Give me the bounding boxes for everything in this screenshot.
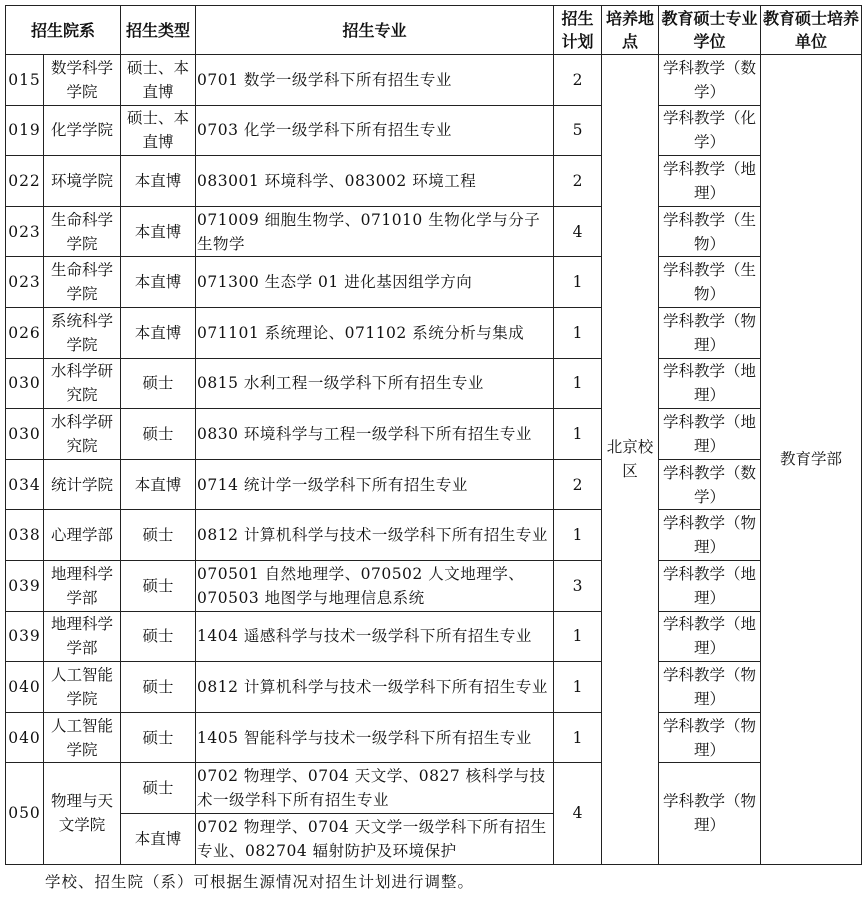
plan-count: 4 — [554, 763, 602, 864]
admission-type: 硕士 — [121, 409, 196, 460]
dept-name: 水科学研究院 — [44, 409, 121, 460]
footnote: 学校、招生院（系）可根据生源情况对招生计划进行调整。 — [45, 873, 475, 891]
admission-type: 本直博 — [121, 307, 196, 358]
table-row — [6, 105, 862, 156]
dept-name: 地理科学学部 — [44, 560, 121, 611]
dept-code: 023 — [6, 206, 44, 257]
admission-type: 本直博 — [121, 156, 196, 207]
degree: 学科教学（地理） — [659, 560, 761, 611]
dept-name: 化学学院 — [44, 105, 121, 156]
degree: 学科教学（地理） — [659, 358, 761, 409]
admission-type: 本直博 — [121, 206, 196, 257]
degree: 学科教学（物理） — [659, 763, 761, 864]
table-row — [6, 156, 862, 207]
table-row — [6, 459, 862, 510]
admission-type: 硕士 — [121, 611, 196, 662]
header-type: 招生类型 — [121, 6, 196, 55]
admission-type: 硕士 — [121, 510, 196, 561]
table-row — [6, 510, 862, 561]
dept-name: 人工智能学院 — [44, 712, 121, 763]
plan-count: 1 — [554, 257, 602, 308]
plan-count: 3 — [554, 560, 602, 611]
major: 071101 系统理论、071102 系统分析与集成 — [196, 307, 554, 358]
degree: 学科教学（生物） — [659, 206, 761, 257]
major: 0815 水利工程一级学科下所有招生专业 — [196, 358, 554, 409]
dept-name: 环境学院 — [44, 156, 121, 207]
header-degree: 教育硕士专业学位 — [659, 6, 761, 55]
dept-name: 心理学部 — [44, 510, 121, 561]
degree: 学科教学（地理） — [659, 156, 761, 207]
header-unit: 教育硕士培养单位 — [761, 6, 862, 55]
header-dept: 招生院系 — [6, 6, 121, 55]
admission-type: 硕士 — [121, 763, 196, 814]
dept-code: 019 — [6, 105, 44, 156]
table-row — [6, 55, 862, 106]
major: 0812 计算机科学与技术一级学科下所有招生专业 — [196, 662, 554, 713]
plan-count: 1 — [554, 510, 602, 561]
major: 0702 物理学、0704 天文学、0827 核科学与技术一级学科下所有招生专业 — [196, 763, 554, 814]
admission-type: 本直博 — [121, 459, 196, 510]
header-major: 招生专业 — [196, 6, 554, 55]
table-row — [6, 662, 862, 713]
dept-name: 数学科学学院 — [44, 55, 121, 106]
admission-type: 硕士 — [121, 560, 196, 611]
degree: 学科教学（物理） — [659, 662, 761, 713]
admission-type: 本直博 — [121, 813, 196, 864]
major: 1405 智能科学与技术一级学科下所有招生专业 — [196, 712, 554, 763]
dept-code: 026 — [6, 307, 44, 358]
dept-name: 系统科学学院 — [44, 307, 121, 358]
dept-code: 030 — [6, 409, 44, 460]
dept-code: 039 — [6, 560, 44, 611]
major: 0703 化学一级学科下所有招生专业 — [196, 105, 554, 156]
dept-name: 水科学研究院 — [44, 358, 121, 409]
degree: 学科教学（化学） — [659, 105, 761, 156]
degree: 学科教学（生物） — [659, 257, 761, 308]
dept-name: 生命科学学院 — [44, 206, 121, 257]
dept-code: 034 — [6, 459, 44, 510]
degree: 学科教学（数学） — [659, 55, 761, 106]
dept-code: 050 — [6, 763, 44, 864]
major: 1404 遥感科学与技术一级学科下所有招生专业 — [196, 611, 554, 662]
admission-type: 本直博 — [121, 257, 196, 308]
dept-code: 022 — [6, 156, 44, 207]
plan-count: 4 — [554, 206, 602, 257]
major: 0702 物理学、0704 天文学一级学科下所有招生专业、082704 辐射防护及环境保护 — [196, 813, 554, 864]
admissions-table — [5, 5, 862, 865]
dept-code: 040 — [6, 662, 44, 713]
table-row — [6, 257, 862, 308]
header-site: 培养地点 — [602, 6, 659, 55]
table-row — [6, 611, 862, 662]
plan-count: 1 — [554, 307, 602, 358]
major: 083001 环境科学、083002 环境工程 — [196, 156, 554, 207]
plan-count: 1 — [554, 358, 602, 409]
plan-count: 2 — [554, 459, 602, 510]
header-plan: 招生计划 — [554, 6, 602, 55]
dept-code: 030 — [6, 358, 44, 409]
dept-name: 物理与天文学院 — [44, 763, 121, 864]
admission-type: 硕士、本直博 — [121, 55, 196, 106]
header-row — [6, 6, 862, 55]
dept-code: 040 — [6, 712, 44, 763]
major: 0812 计算机科学与技术一级学科下所有招生专业 — [196, 510, 554, 561]
admission-type: 硕士 — [121, 358, 196, 409]
table-row — [6, 206, 862, 257]
table-row — [6, 560, 862, 611]
degree: 学科教学（地理） — [659, 611, 761, 662]
degree: 学科教学（地理） — [659, 409, 761, 460]
plan-count: 1 — [554, 409, 602, 460]
admission-type: 硕士 — [121, 662, 196, 713]
plan-count: 1 — [554, 712, 602, 763]
dept-code: 015 — [6, 55, 44, 106]
dept-code: 023 — [6, 257, 44, 308]
major: 071009 细胞生物学、071010 生物化学与分子生物学 — [196, 206, 554, 257]
degree: 学科教学（物理） — [659, 510, 761, 561]
major: 0701 数学一级学科下所有招生专业 — [196, 55, 554, 106]
plan-count: 1 — [554, 662, 602, 713]
table-row — [6, 712, 862, 763]
table-row — [6, 409, 862, 460]
table-row — [6, 307, 862, 358]
table-row — [6, 763, 862, 814]
dept-name: 生命科学学院 — [44, 257, 121, 308]
plan-count: 5 — [554, 105, 602, 156]
dept-code: 039 — [6, 611, 44, 662]
dept-name: 地理科学学部 — [44, 611, 121, 662]
dept-code: 038 — [6, 510, 44, 561]
training-unit: 教育学部 — [761, 55, 862, 865]
plan-count: 2 — [554, 55, 602, 106]
dept-name: 人工智能学院 — [44, 662, 121, 713]
dept-name: 统计学院 — [44, 459, 121, 510]
plan-count: 1 — [554, 611, 602, 662]
admission-type: 硕士、本直博 — [121, 105, 196, 156]
table-row — [6, 358, 862, 409]
major: 071300 生态学 01 进化基因组学方向 — [196, 257, 554, 308]
plan-count: 2 — [554, 156, 602, 207]
degree: 学科教学（物理） — [659, 712, 761, 763]
major: 0830 环境科学与工程一级学科下所有招生专业 — [196, 409, 554, 460]
admission-type: 硕士 — [121, 712, 196, 763]
major: 070501 自然地理学、070502 人文地理学、070503 地图学与地理信息系统 — [196, 560, 554, 611]
training-site: 北京校区 — [602, 55, 659, 865]
degree: 学科教学（数学） — [659, 459, 761, 510]
major: 0714 统计学一级学科下所有招生专业 — [196, 459, 554, 510]
degree: 学科教学（物理） — [659, 307, 761, 358]
